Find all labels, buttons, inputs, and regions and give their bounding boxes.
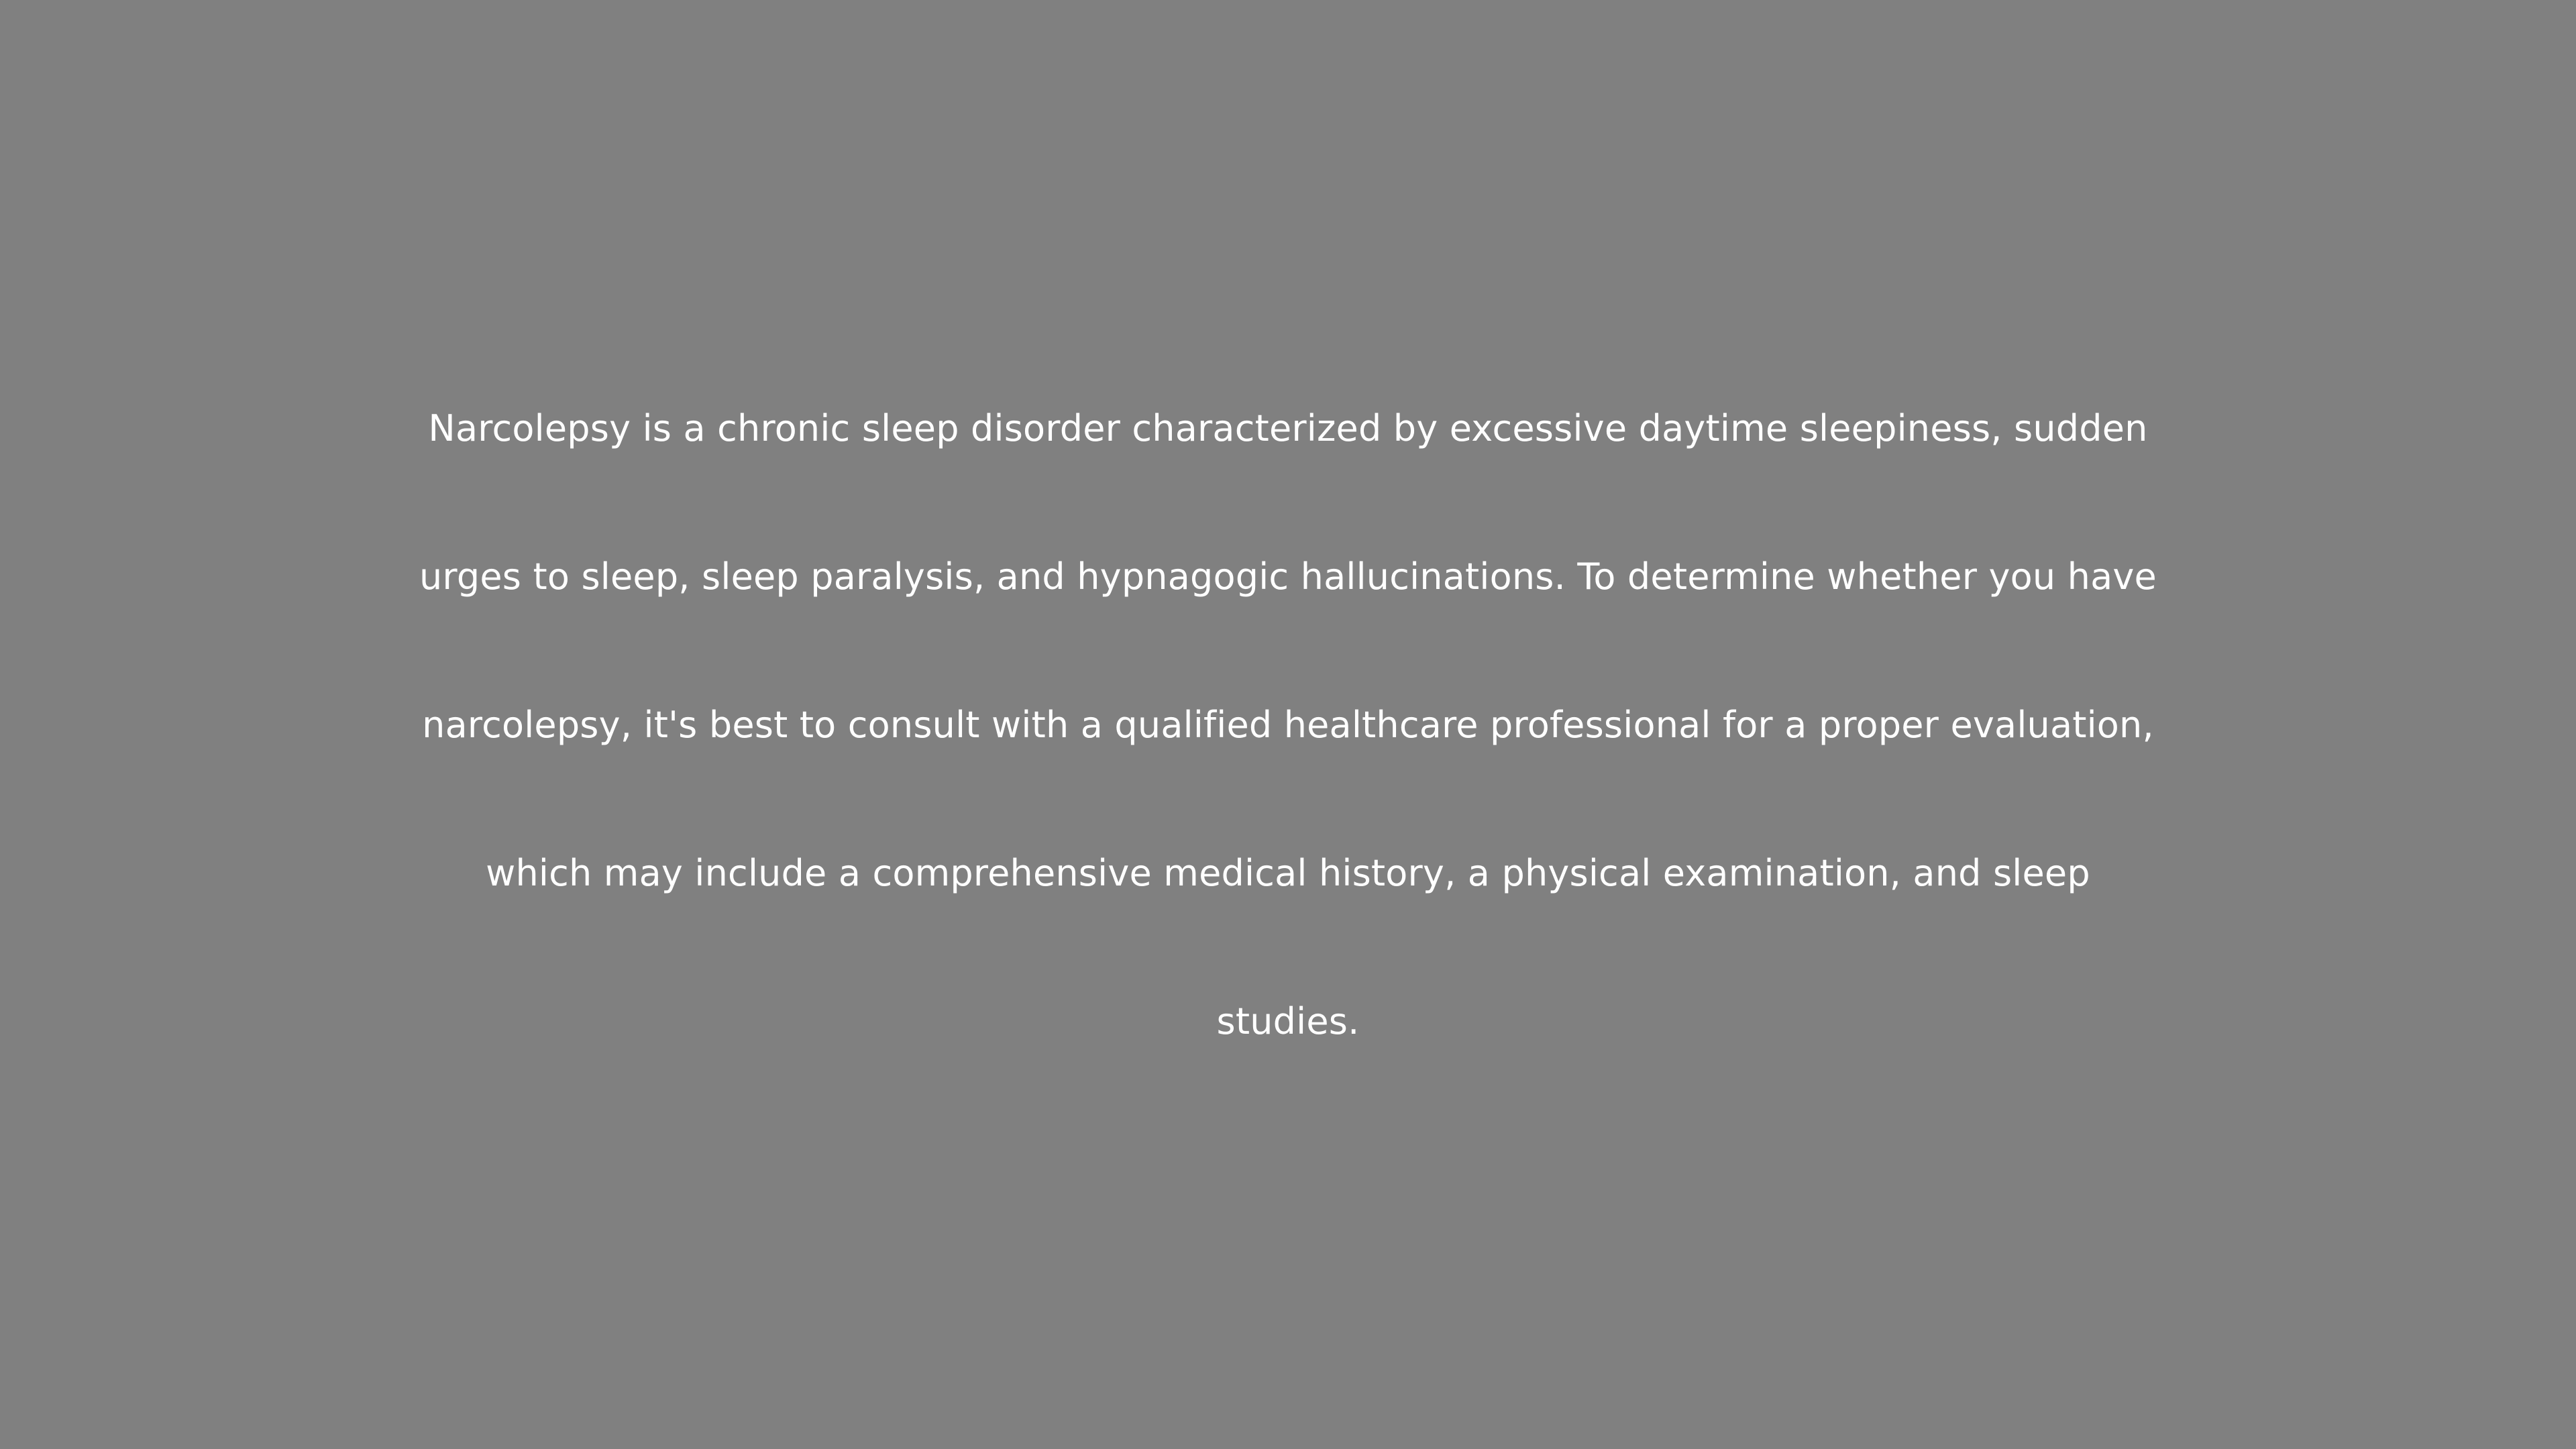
- paragraph-line-5: studies.: [1216, 1000, 1360, 1042]
- paragraph-line-1: Narcolepsy is a chronic sleep disorder characterized by excessive daytime sleepiness, sudden: [428, 407, 2148, 449]
- paragraph-line-3: narcolepsy, it's best to consult with a qualified healthcare professional for a proper evaluation,: [422, 704, 2154, 746]
- paragraph-line-2: urges to sleep, sleep paralysis, and hypnagogic hallucinations. To determine whether you have: [419, 555, 2157, 598]
- paragraph-line-4: which may include a comprehensive medical history, a physical examination, and sleep: [486, 852, 2090, 894]
